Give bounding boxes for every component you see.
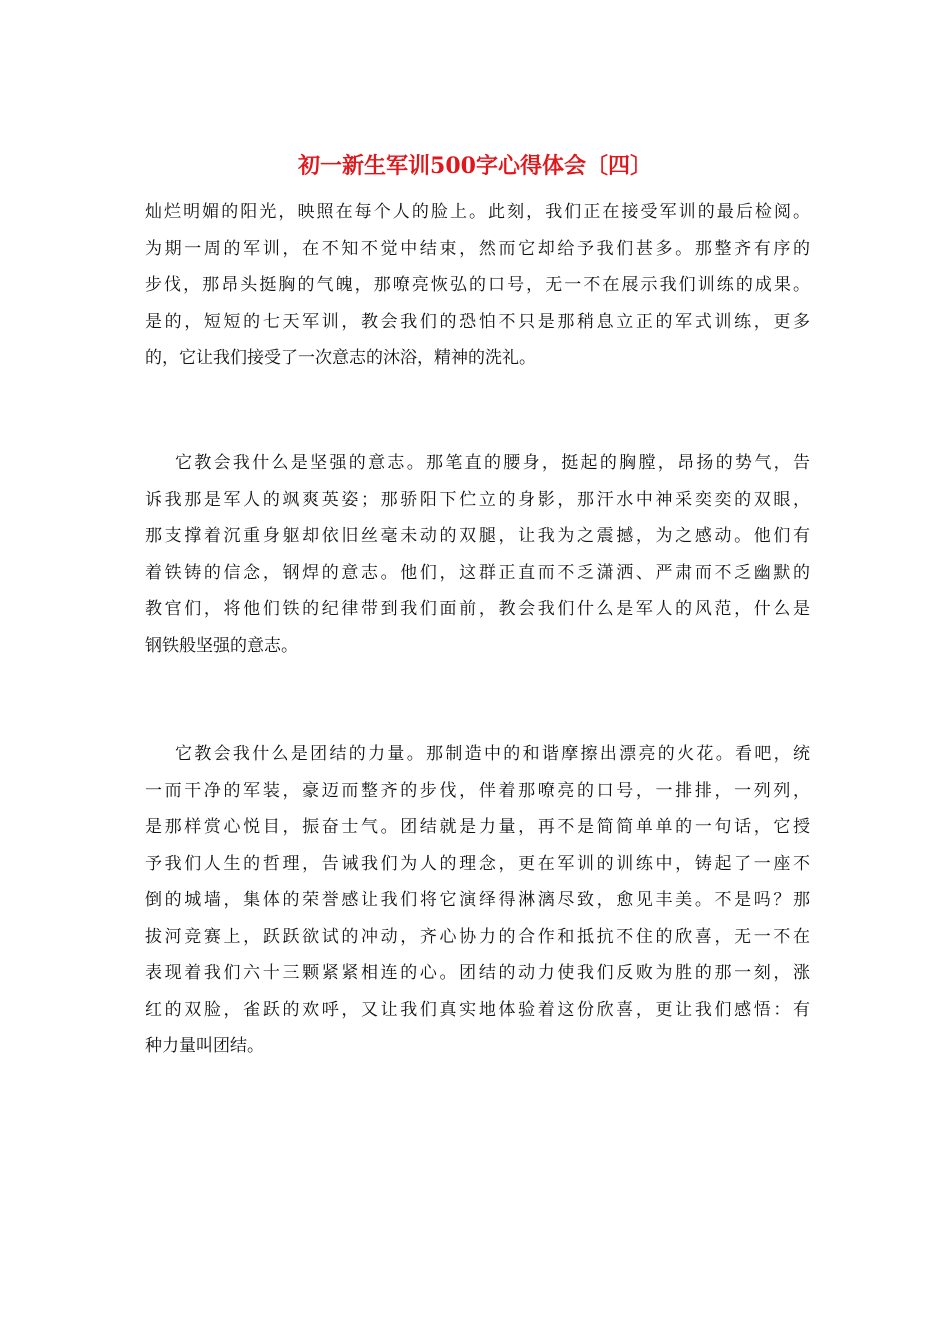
paragraph-line: 诉我那是军人的飒爽英姿；那骄阳下伫立的身影，那汗水中神采奕奕的双眼，	[145, 489, 810, 510]
paragraph-line: 是那样赏心悦目，振奋士气。团结就是力量，再不是简简单单的一句话，它授	[145, 817, 810, 837]
paragraph-line: 一而干净的军装，豪迈而整齐的步伐，伴着那嘹亮的口号，一排排，一列列，	[145, 780, 810, 801]
paragraph-line: 步伐，那昂头挺胸的气魄，那嘹亮恢弘的口号，无一不在展示我们训练的成果。	[145, 275, 810, 295]
paragraph-line: 教官们，将他们铁的纪律带到我们面前，教会我们什么是军人的风范，什么是	[145, 599, 810, 619]
paragraph-2	[145, 445, 810, 664]
paragraph-line: 的，它让我们接受了一次意志的沐浴，精神的洗礼。	[145, 348, 536, 368]
paragraph-line: 倒的城墙，集体的荣誉感让我们将它演绎得淋漓尽致，愈见丰美。不是吗？那	[145, 890, 810, 910]
document-title: 初一新生军训500字心得体会〔四〕	[298, 153, 652, 179]
paragraph-3	[145, 736, 810, 1065]
paragraph-1	[145, 194, 810, 377]
paragraph-line: 表现着我们六十三颗紧紧相连的心。团结的动力使我们反败为胜的那一刻，涨	[145, 963, 810, 983]
paragraph-line: 那支撑着沉重身躯却依旧丝毫未动的双腿，让我为之震撼，为之感动。他们有	[145, 526, 810, 546]
paragraph-line: 它教会我什么是坚强的意志。那笔直的腰身，挺起的胸膛，昂扬的势气，告	[175, 453, 810, 473]
paragraph-line: 予我们人生的哲理，告诫我们为人的理念，更在军训的训练中，铸起了一座不	[145, 853, 810, 874]
paragraph-line: 灿烂明媚的阳光，映照在每个人的脸上。此刻，我们正在接受军训的最后检阅。	[145, 202, 810, 222]
paragraph-line: 钢铁般坚强的意志。	[145, 635, 298, 656]
paragraph-line: 着铁铸的信念，钢焊的意志。他们，这群正直而不乏潇洒、严肃而不乏幽默的	[145, 562, 810, 583]
paragraph-line: 它教会我什么是团结的力量。那制造中的和谐摩擦出漂亮的火花。看吧，统	[175, 744, 810, 764]
paragraph-line: 为期一周的军训，在不知不觉中结束，然而它却给予我们甚多。那整齐有序的	[145, 238, 810, 259]
paragraph-line: 是的，短短的七天军训，教会我们的恐怕不只是那稍息立正的军式训练，更多	[145, 311, 810, 332]
paragraph-line: 红的双脸，雀跃的欢呼，又让我们真实地体验着这份欣喜，更让我们感悟：有	[145, 999, 810, 1020]
paragraph-line: 拔河竞赛上，跃跃欲试的冲动，齐心协力的合作和抵抗不住的欣喜，无一不在	[145, 926, 810, 947]
paragraph-line: 种力量叫团结。	[145, 1036, 264, 1056]
